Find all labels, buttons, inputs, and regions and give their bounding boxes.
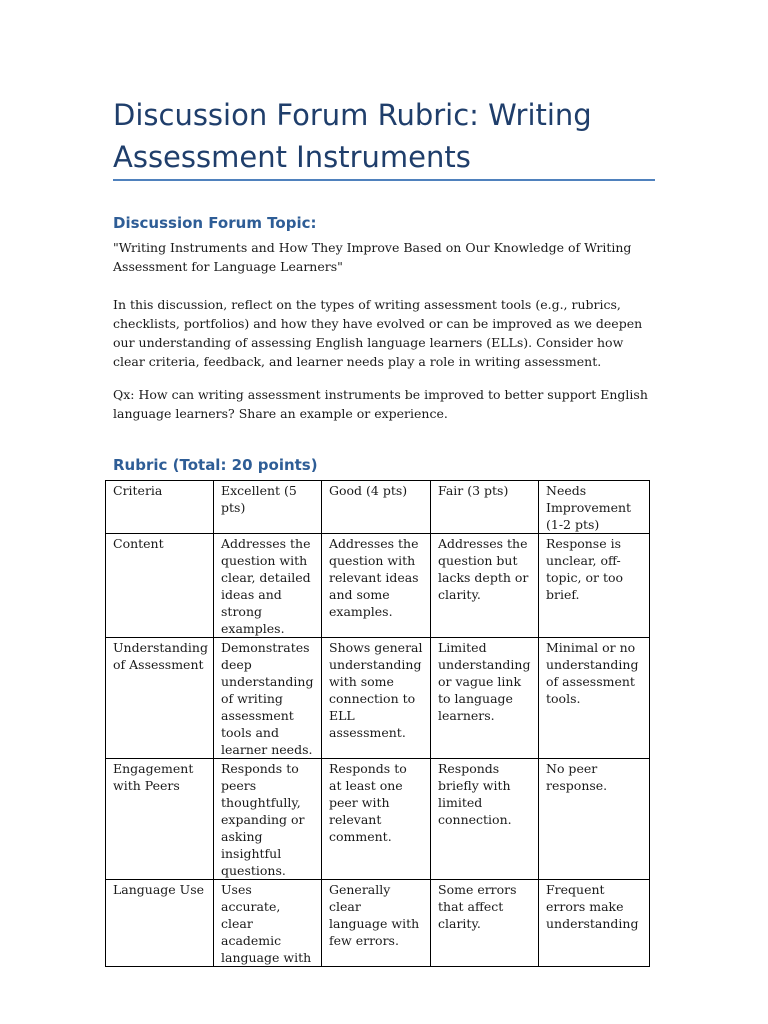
needs-improvement-cell: Frequent errors make understanding [539, 880, 650, 967]
needs-improvement-cell: No peer response. [539, 759, 650, 880]
excellent-cell: Responds to peers thoughtfully, expanding or asking insightful questions. [214, 759, 322, 880]
rubric-table [105, 480, 650, 967]
criteria-cell: Content [106, 534, 214, 638]
table-row [106, 534, 650, 638]
needs-improvement-cell: Response is unclear, off-topic, or too brief. [539, 534, 650, 638]
fair-cell: Responds briefly with limited connection. [431, 759, 539, 880]
header-excellent: Excellent (5 pts) [214, 481, 322, 534]
criteria-cell: Understanding of Assessment [106, 638, 214, 759]
good-cell: Generally clear language with few errors. [322, 880, 431, 967]
header-good: Good (4 pts) [322, 481, 431, 534]
header-needs-improvement: Needs Improvement (1-2 pts) [539, 481, 650, 534]
intro-paragraph: In this discussion, reflect on the types of writing assessment tools (e.g., rubrics, checklists, portfolios) and how they have evolved or can be improved as we deepen our understanding of assessing English language learners (ELLs). Consider how clear criteria, feedback, and learner needs play a role in writing assessment. [113, 297, 643, 369]
excellent-cell: Demonstrates deep understanding of writing assessment tools and learner needs. [214, 638, 322, 759]
discussion-question: Qx: How can writing assessment instruments be improved to better support English language learners? Share an example or experience. [113, 387, 648, 421]
header-criteria: Criteria [106, 481, 214, 534]
good-cell: Addresses the question with relevant ideas and some examples. [322, 534, 431, 638]
table-row [106, 638, 650, 759]
fair-cell: Some errors that affect clarity. [431, 880, 539, 967]
excellent-cell: Addresses the question with clear, detailed ideas and strong examples. [214, 534, 322, 638]
good-cell: Shows general understanding with some connection to ELL assessment. [322, 638, 431, 759]
needs-improvement-cell: Minimal or no understanding of assessment tools. [539, 638, 650, 759]
criteria-cell: Language Use [106, 880, 214, 967]
table-row [106, 880, 650, 967]
fair-cell: Addresses the question but lacks depth or clarity. [431, 534, 539, 638]
document-title: Discussion Forum Rubric: Writing Assessment Instruments [113, 98, 592, 174]
fair-cell: Limited understanding or vague link to language learners. [431, 638, 539, 759]
header-fair: Fair (3 pts) [431, 481, 539, 534]
rubric-heading: Rubric (Total: 20 points) [113, 456, 318, 474]
table-row [106, 759, 650, 880]
title-underline [113, 179, 655, 181]
topic-heading: Discussion Forum Topic: [113, 214, 317, 232]
good-cell: Responds to at least one peer with relevant comment. [322, 759, 431, 880]
topic-quote: "Writing Instruments and How They Improve Based on Our Knowledge of Writing Assessment for Language Learners" [113, 240, 632, 274]
criteria-cell: Engagement with Peers [106, 759, 214, 880]
excellent-cell: Uses accurate, clear academic language with [214, 880, 322, 967]
rubric-header-row [106, 481, 650, 534]
